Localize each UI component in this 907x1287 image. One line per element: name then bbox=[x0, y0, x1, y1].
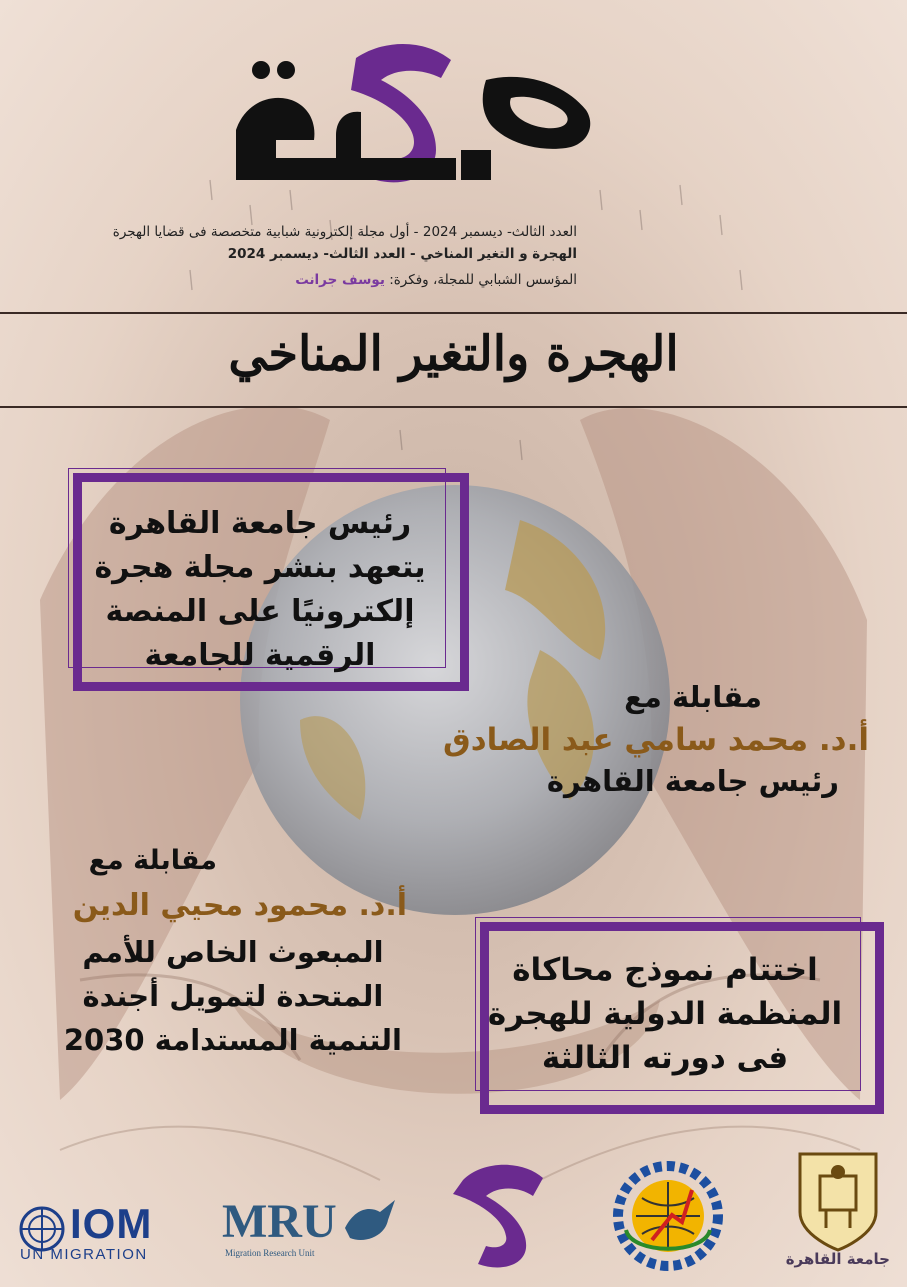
interview2-role-line: المتحدة لتمويل أجندة bbox=[82, 979, 384, 1013]
title-divider-bottom bbox=[0, 406, 907, 408]
feature-box-iom-model-text bbox=[445, 948, 885, 1080]
issue-subtitle-line: الهجرة و التغير المناخي - العدد الثالث- ديسمبر 2024 bbox=[227, 246, 577, 262]
box2-line: المنظمة الدولية للهجرة bbox=[487, 996, 843, 1032]
founder-prefix: المؤسس الشبابي للمجلة، وفكرة: bbox=[389, 272, 577, 288]
mru-bird-icon bbox=[340, 1198, 400, 1246]
feature-box-university-text bbox=[60, 502, 460, 678]
issue-info-line: العدد الثالث- ديسمبر 2024 - أول مجلة إلكترونية شبابية متخصصة فى قضايا الهجرة bbox=[112, 224, 577, 240]
box1-line: الرقمية للجامعة bbox=[144, 638, 376, 673]
iom-logo-text: IOM bbox=[70, 1200, 153, 1247]
iom-logo-subtext: UN MIGRATION bbox=[20, 1246, 148, 1263]
box1-line: رئيس جامعة القاهرة bbox=[108, 506, 412, 541]
cairo-university-caption: جامعة القاهرة bbox=[785, 1250, 890, 1268]
hijra-letter-icon bbox=[448, 1160, 548, 1270]
mru-logo-subtext: Migration Research Unit bbox=[225, 1248, 315, 1258]
box2-line: اختتام نموذج محاكاة bbox=[512, 952, 818, 988]
interview1-name-text: أ.د. محمد سامي عبد الصادق bbox=[443, 722, 869, 758]
interview2-role-line: المبعوث الخاص للأمم bbox=[82, 935, 384, 969]
cairo-university-seal-icon bbox=[796, 1150, 880, 1254]
faculty-gear-globe-icon bbox=[612, 1160, 724, 1272]
interview2-intro: مقابلة مع bbox=[88, 845, 217, 876]
interview2-name-text: أ.د. محمود محيي الدين bbox=[72, 888, 407, 923]
box2-line: فى دورته الثالثة bbox=[541, 1040, 789, 1076]
interview1-role: رئيس جامعة القاهرة bbox=[546, 764, 839, 798]
box1-line: يتعهد بنشر مجلة هجرة bbox=[94, 550, 426, 585]
interview1-intro: مقابلة مع bbox=[624, 680, 762, 714]
main-title: الهجرة والتغير المناخي bbox=[228, 326, 679, 382]
interview2-name bbox=[73, 888, 407, 923]
founder-line bbox=[295, 272, 577, 288]
interview2-role-line: التنمية المستدامة 2030 bbox=[63, 1023, 402, 1057]
founder-name: يوسف جرانت bbox=[295, 272, 385, 288]
hijra-logo bbox=[236, 40, 596, 190]
box1-line: إلكترونيًا على المنصة bbox=[105, 594, 415, 629]
interview2-role bbox=[64, 930, 402, 1062]
mru-logo-text: MRU bbox=[222, 1195, 337, 1248]
interview1-name bbox=[443, 722, 869, 758]
title-divider-top bbox=[0, 312, 907, 314]
